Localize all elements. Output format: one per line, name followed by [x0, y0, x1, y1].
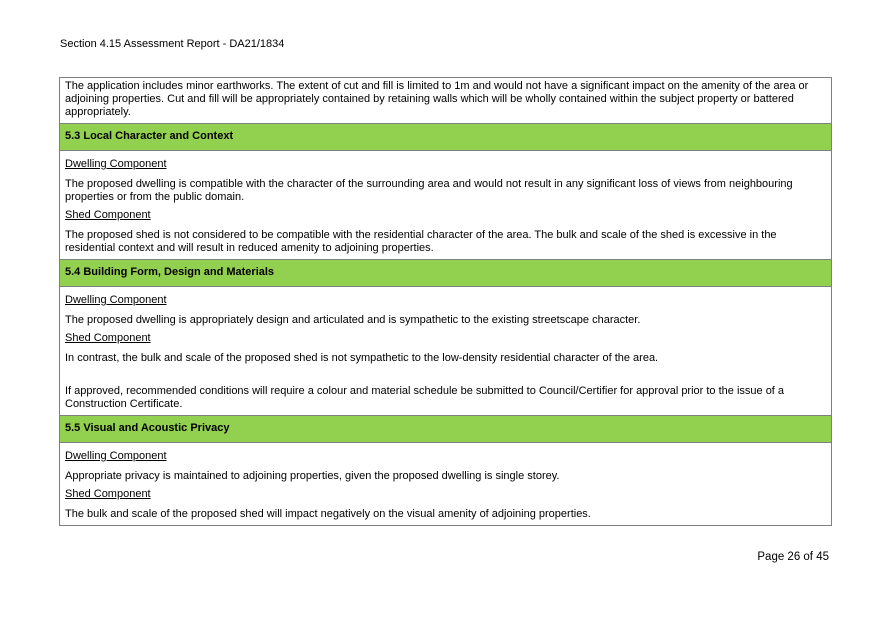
- report-header: Section 4.15 Assessment Report - DA21/1834: [60, 38, 285, 50]
- dwelling-component-text: The proposed dwelling is appropriately design and articulated and is sympathetic to the existing streetscape character.: [65, 314, 641, 326]
- intro-row: [60, 78, 831, 123]
- section-5-4-heading-row: [60, 259, 831, 286]
- dwelling-component-label: Dwelling Component: [65, 450, 167, 462]
- section-5-4-body: [60, 286, 831, 415]
- shed-component-text: The proposed shed is not considered to be compatible with the residential character of the area. The bulk and scale of the shed is excessive in the residential context and will result in reduced amenity to adjoining properties.: [65, 229, 777, 254]
- page-number: Page 26 of 45: [757, 551, 829, 563]
- shed-component-label: Shed Component: [65, 488, 151, 500]
- section-5-3-heading-row: [60, 123, 831, 150]
- dwelling-component-text: Appropriate privacy is maintained to adjoining properties, given the proposed dwelling is single storey.: [65, 470, 560, 482]
- shed-component-label: Shed Component: [65, 209, 151, 221]
- conditions-text: If approved, recommended conditions will require a colour and material schedule be submitted to Council/Certifier for approval prior to the issue of a Construction Certificate.: [65, 385, 785, 410]
- shed-component-text: The bulk and scale of the proposed shed will impact negatively on the visual amenity of adjoining properties.: [65, 508, 591, 520]
- dwelling-component-text: The proposed dwelling is compatible with the character of the surrounding area and would not result in any significant loss of views from neighbouring properties or from the public domain.: [65, 178, 793, 203]
- dwelling-component-label: Dwelling Component: [65, 294, 167, 306]
- shed-component-text: In contrast, the bulk and scale of the proposed shed is not sympathetic to the low-density residential character of the area.: [65, 352, 659, 364]
- dwelling-component-label: Dwelling Component: [65, 158, 167, 170]
- section-5-5-body: [60, 442, 831, 525]
- section-heading: 5.4 Building Form, Design and Materials: [60, 260, 831, 286]
- shed-component-label: Shed Component: [65, 332, 151, 344]
- earthworks-paragraph: The application includes minor earthworks. The extent of cut and fill is limited to 1m and would not have a significant impact on the amenity of the area or adjoining properties. Cut and fill will be appropriately contained by retaining walls which will be wholly contained within the subject property or battered appropriately.: [65, 80, 809, 118]
- section-5-3-body: [60, 150, 831, 259]
- section-heading: 5.5 Visual and Acoustic Privacy: [60, 416, 831, 442]
- assessment-table: [59, 77, 832, 526]
- section-5-5-heading-row: [60, 415, 831, 442]
- section-heading: 5.3 Local Character and Context: [60, 124, 831, 150]
